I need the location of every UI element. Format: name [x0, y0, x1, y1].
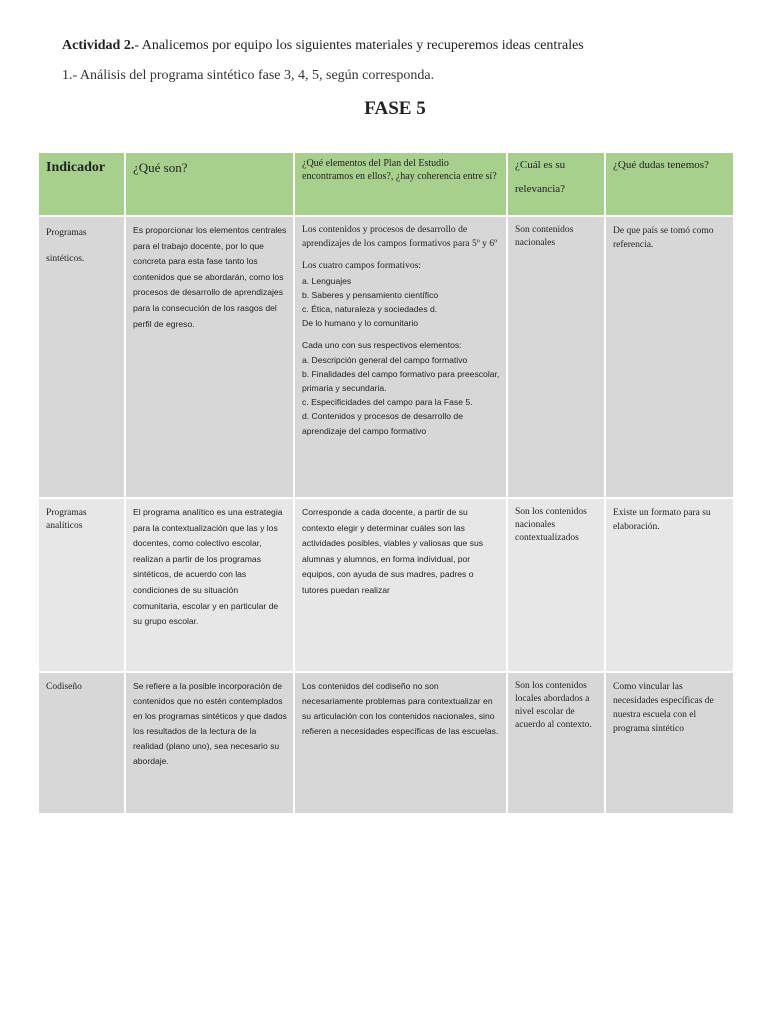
table-row [38, 216, 734, 498]
indicator-text: Programas sintéticos. [46, 228, 87, 264]
elements-cell [294, 672, 507, 814]
analysis-table [37, 151, 735, 815]
doubts-text: Como vincular las necesidades específicas de nuestra escuela con el programa sintético [613, 682, 714, 734]
header-cell-doubts [605, 152, 734, 216]
doubts-cell [605, 498, 734, 672]
doubts-cell [605, 672, 734, 814]
table-header-row [38, 152, 734, 216]
elements-line: Los cuatro campos formativos: [302, 260, 422, 272]
elements-text: Corresponde a cada docente, a partir de su contexto elegir y determinar cuáles son las actividades posibles, viables y valiosas que sus alumnas y alumnos, en forma individual, por equipos, con ayuda de sus madres, padres o tutores puedan realizar [302, 507, 484, 595]
elements-line: b. Saberes y pensamiento científico [302, 289, 439, 300]
indicator-cell [38, 498, 125, 672]
subtitle: 1.- Análisis del programa sintético fase 3, 4, 5, según corresponda. [62, 68, 435, 83]
elements-line: c. Especificidades del campo para la Fase 5. [302, 397, 473, 408]
what-cell [125, 216, 294, 498]
header-cell-elements [294, 152, 507, 216]
relevance-cell [507, 672, 605, 814]
column-header: ¿Qué son? [133, 160, 188, 175]
relevance-text: Son los contenidos nacionales contextualizados [515, 507, 587, 543]
elements-line: De lo humano y lo comunitario [302, 318, 419, 329]
column-header: Indicador [46, 160, 106, 175]
relevance-text: Son contenidos nacionales [515, 225, 574, 248]
elements-line: c. Ética, naturaleza y sociedades d. [302, 304, 438, 315]
elements-cell [294, 216, 507, 498]
elements-line: a. Lenguajes [302, 275, 352, 286]
elements-list [295, 217, 506, 438]
column-header: ¿Cuál es su relevancia? [515, 159, 566, 195]
elements-line: Cada uno con sus respectivos elementos: [302, 340, 462, 351]
phase-title: FASE 5 [364, 98, 426, 119]
relevance-cell [507, 216, 605, 498]
indicator-text: Codiseño [46, 682, 82, 692]
activity-label: Actividad 2. [62, 38, 135, 53]
elements-line: b. Finalidades del campo formativo para preescolar, primaria y secundaria. [302, 368, 500, 394]
header-cell-relevance [507, 152, 605, 216]
indicator-cell [38, 672, 125, 814]
relevance-cell [507, 498, 605, 672]
activity-line [62, 38, 584, 54]
doubts-text: De que país se tomó como referencia. [613, 226, 714, 250]
doubts-cell [605, 216, 734, 498]
doubts-text: Existe un formato para su elaboración. [613, 508, 711, 532]
what-cell [125, 672, 294, 814]
indicator-cell [38, 216, 125, 498]
elements-line: a. Descripción general del campo formativo [302, 354, 468, 365]
activity-text: - Analicemos por equipo los siguientes materiales y recuperemos ideas centrales [134, 38, 584, 53]
what-text: El programa analítico es una estrategia para la contextualización que las y los docentes, como colectivo escolar, realizan a partir de los programas sintéticos, de acuerdo con las condiciones de su situación comunitaria, escolar y en particular de su grupo escolar. [133, 507, 283, 627]
what-cell [125, 498, 294, 672]
table-row [38, 672, 734, 814]
header-cell-what [125, 152, 294, 216]
column-header: ¿Qué elementos del Plan del Estudio encontramos en ellos?, ¿hay coherencia entre sí? [302, 158, 497, 182]
column-header: ¿Qué dudas tenemos? [613, 159, 709, 171]
relevance-text: Son los contenidos locales abordados a nivel escolar de acuerdo al contexto. [515, 681, 592, 730]
what-text: Se refiere a la posible incorporación de contenidos que no estén contemplados en los programas sintéticos y que dados los resultados de la lectura de la realidad (plano uno), sea necesario su abordaje. [133, 681, 287, 766]
elements-text: Los contenidos del codiseño no son necesariamente problemas para contextualizar en su articulación con los contenidos nacionales, sino refieren a necesidades específicas de las escuelas. [302, 681, 499, 736]
what-text: Es proporcionar los elementos centrales para el trabajo docente, por lo que concreta para esta fase tanto los contenidos que se abordarán, como los procesos de desarrollo de aprendizajes para la consecución de los rasgos del perfil de egreso. [133, 225, 287, 329]
indicator-text: Programas analíticos [46, 508, 87, 531]
table-row [38, 498, 734, 672]
elements-cell [294, 498, 507, 672]
elements-line: d. Contenidos y procesos de desarrollo de aprendizaje del campo formativo [302, 411, 463, 436]
elements-line: Los contenidos y procesos de desarrollo de aprendizajes de los campos formativos para 5º y 6º [302, 224, 498, 250]
header-cell-indicator [38, 152, 125, 216]
